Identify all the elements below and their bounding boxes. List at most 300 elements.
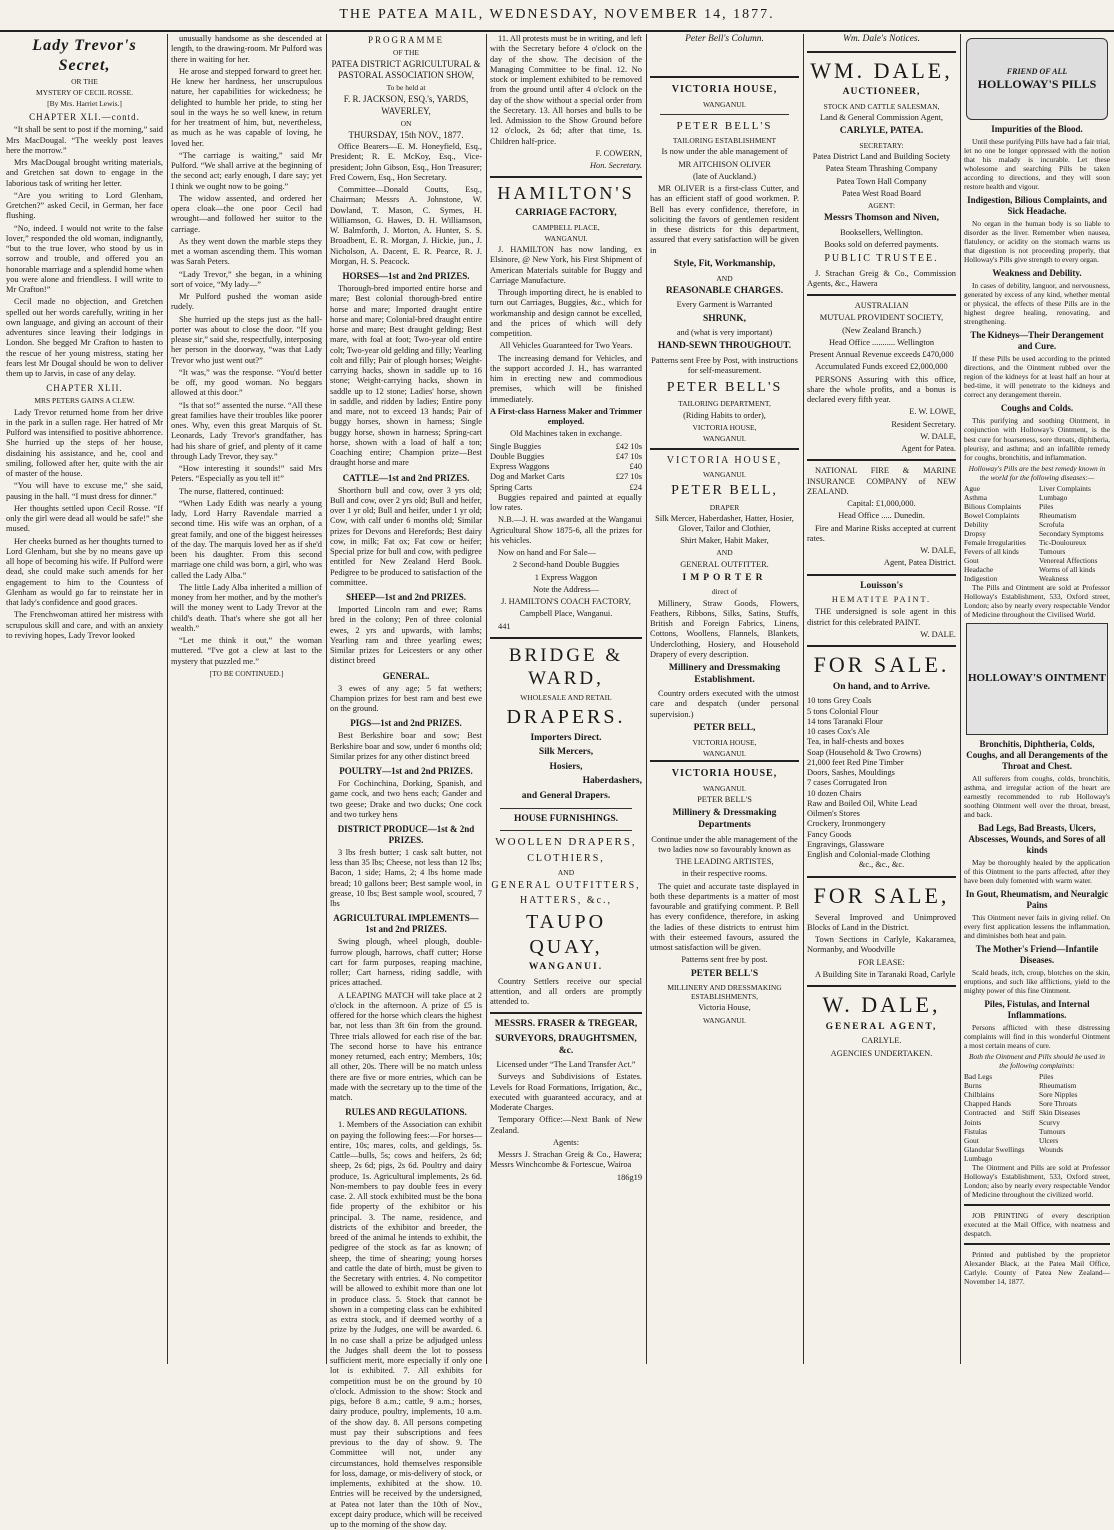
peter-bell-signature: PETER BELL, <box>693 722 756 733</box>
holloway-heading: Coughs and Colds. <box>1000 403 1074 414</box>
peter-bell-signature: PETER BELL'S <box>690 968 759 979</box>
for-sale-title: FOR SALE, <box>813 882 950 908</box>
millinery-establishment: Millinery and Dressmaking Establishment. <box>668 663 781 685</box>
paragraph: Country orders executed with the utmost care and despatch (under personal supervision.) <box>650 689 799 719</box>
paragraph: PERSONS Assuring with this office, share the whole profits, and a bonus is declared every fifth year. <box>807 374 956 404</box>
victoria-house-heading: VICTORIA HOUSE, <box>692 422 757 432</box>
paragraph: Several Improved and Unimproved Blocks of Land in the District. <box>807 912 956 932</box>
hamilton-place: CAMPBELL PLACE, <box>532 222 600 232</box>
divider <box>490 1012 642 1014</box>
bridge-ward-hosiers: Hosiers, <box>549 761 583 772</box>
complaint-item: Skin Diseases <box>1039 1108 1081 1118</box>
holloway-heading: Indigestion, Bilious Complaints, and Sick Headache. <box>967 195 1107 217</box>
programme-signature: F. COWERN, <box>595 148 642 158</box>
divider <box>807 574 956 576</box>
section-heading: HORSES—1st and 2nd PRIZES. <box>342 271 470 282</box>
programme-town: WAVERLEY, <box>381 106 431 117</box>
prize-list: 3 lbs fresh butter; 1 cask salt butter, not less than 35 lbs; Cheese, not less than 12 lbs; Bacon, 1 side; Hams, 2; 4 lbs home made bread; 10 gallons beer; Best sample wool, in grease, 10 lbs; Best sample wool, scoured, 7 lbs <box>330 847 482 909</box>
for-sale-list <box>807 696 956 860</box>
complaint-item: Piles <box>1039 1072 1054 1082</box>
divider <box>807 876 956 878</box>
paragraph: This Ointment never fails in giving relief. On every first application lessens the inflammation, and diminishes both heat and pain. <box>964 913 1110 941</box>
divider <box>964 1204 1110 1206</box>
dale-name: W. DALE, <box>822 992 941 1018</box>
for-sale-item: Doors, Sashes, Mouldings <box>807 768 895 778</box>
patterns-note: Patterns sent Free by Post, with instructions for self-measurement. <box>651 355 798 376</box>
divider <box>807 459 956 461</box>
manager-origin: (late of Auckland.) <box>692 171 757 181</box>
dale-name: WM. DALE, <box>810 57 953 83</box>
paragraph: “No, indeed. I would not write to the false lover,” responded the old woman, indignantly, “but to the true lover, who stood by us in sorrow and trouble, and offered you an honorable marriage and a splendid home when you were alone and friendless. I will write to Mr Crafton!” <box>6 223 163 295</box>
victoria-house-heading: Victoria House, <box>698 1003 751 1013</box>
disease-item: Bilious Complaints <box>964 501 1022 511</box>
amp-dale: W. DALE, <box>920 431 956 441</box>
dale-secretary: SECRETARY: <box>859 140 904 150</box>
disease-item: Lumbago <box>1039 492 1068 502</box>
bridge-ward-general: and General Drapers. <box>521 791 611 801</box>
holloway-world: Holloway's Pills are the best remedy known in the world for the following diseases:— <box>968 463 1106 482</box>
complaint-item: Sore Nipples <box>1039 1090 1078 1100</box>
disease-item: Debility <box>964 519 989 529</box>
programme-title: PROGRAMME <box>367 35 444 45</box>
paragraph: Scald heads, itch, croup, blotches on the skin, eruptions, and such like afflictions, yield to the mighty power of this fine Ointment. <box>964 968 1110 996</box>
disease-item: Dropsy <box>964 528 986 538</box>
louisson-title: Louisson's <box>860 580 903 591</box>
paragraph: Messrs J. Strachan Greig & Co., Hawera; Messrs Winchcombe & Fortescue, Wairoa <box>490 1150 642 1170</box>
paragraph: The quiet and accurate taste displayed in both these departments is a matter of most favourable and gratifying comment. P. Bell has every confidence, therefore, in asking the ladies of these districts to entrust him with their esteemed favours, assured the utmost satisfaction will be given. <box>650 881 799 953</box>
hamilton-town: WANGANUI. <box>544 233 588 243</box>
paragraph: The Frenchwoman attired her mistress with scrupulous skill and care, and with an anxiety to reviving hopes, Lady Trevor looked <box>6 610 163 640</box>
disease-item: Liver Complaints <box>1039 483 1091 493</box>
millinery-establishments: MILLINERY AND DRESSMAKING ESTABLISHMENTS, <box>667 983 782 1002</box>
price-value: £27 10s <box>615 472 642 482</box>
hand-sewn: HAND-SEWN THROUGHOUT. <box>657 341 792 352</box>
paragraph: No organ in the human body is so liable to disorder as the liver. Remember when nausea, flatulency, or acidity on the stomach warns us that digestion is not proceeding properly, that Holloway's Pills give strength to every organ. <box>964 219 1110 265</box>
paragraph: This purifying and soothing Ointment, in conjunction with Holloway's Ointment, is the best cure for hoarseness, sore throats, diphtheria, pleurisy, and asthma; and an infallible remedy for coughs, bronchitis, and inflammation. <box>964 416 1110 462</box>
bridge-ward-woollen: WOOLLEN DRAPERS, <box>495 836 637 849</box>
story-title: Lady Trevor's Secret, <box>32 37 137 74</box>
for-sale-item: 10 dozen Chairs <box>807 788 862 798</box>
holloway-heading: Weakness and Debility. <box>992 268 1082 279</box>
disease-item: Ague <box>964 483 981 493</box>
louisson-sub: HEMATITE PAINT. <box>831 595 932 605</box>
peter-bell-name: PETER BELL'S <box>666 380 783 396</box>
column-heading: Peter Bell's Column. <box>685 34 764 44</box>
price-item: Double Buggies <box>490 451 545 461</box>
importer-label: IMPORTER <box>682 572 767 583</box>
paragraph: Persons afflicted with these distressing complaints will find in this wonderful Ointment a most certain means of cure. <box>964 1023 1110 1051</box>
disease-item: Scrofula <box>1039 519 1065 529</box>
column-rule <box>486 34 487 1364</box>
paragraph: “It was,” was the response. “You'd better be off, my good woman. No beggars allowed at this door.” <box>171 367 322 398</box>
bridge-ward-outfitters: GENERAL OUTFITTERS, <box>491 879 641 891</box>
divider <box>807 51 956 53</box>
paragraph: Mr Pulford pushed the woman aside rudely. <box>171 292 322 312</box>
continued-note: [TO BE CONTINUED.] <box>209 668 284 678</box>
section-heading: DISTRICT PRODUCE—1st & 2nd PRIZES. <box>337 824 475 846</box>
for-sale-item: Crockery, Ironmongery <box>807 819 886 829</box>
holloway-heading: Impurities of the Blood. <box>991 124 1083 134</box>
for-sale-item: Engravings, Glassware <box>807 839 885 849</box>
programme-place: F. R. JACKSON, ESQ.'s, YARDS, <box>343 94 469 105</box>
fraser-title: MESSRS. FRASER & TREGEAR, <box>494 1019 638 1030</box>
paragraph: Now on hand and For Sale— <box>498 548 596 558</box>
garment-warranted: Every Garment is Warranted <box>676 300 773 310</box>
complaint-item: Rheumatism <box>1039 1081 1077 1091</box>
bridge-ward-town: WANGANUI. <box>528 962 604 973</box>
paragraph: J. Strachan Greig & Co., Commission Agents, &c., Hawera <box>807 268 956 288</box>
complaint-item: Chapped Hands <box>964 1099 1012 1109</box>
divider <box>807 645 956 647</box>
amp-title: MUTUAL PROVIDENT SOCIETY, <box>819 313 944 323</box>
for-sale-item: 21,000 feet Red Pine Timber <box>807 757 904 767</box>
price-item: Dog and Market Carts <box>490 472 565 482</box>
price-item: Spring Carts <box>490 482 533 492</box>
prize-list: 3 ewes of any age; 5 fat wethers; Champion prizes for best ram and best ewe on the ground. <box>330 683 482 714</box>
riding-habits: (Riding Habits to order), <box>683 410 766 420</box>
booksellers: Booksellers, Wellington. <box>840 227 923 237</box>
disease-item: Venereal Affections <box>1039 555 1098 565</box>
paragraph: If these Pills be used according to the printed directions, and the Ointment rubbed over the region of the kidneys for at least half an hour at bed-time, it will penetrate to the kidneys and correct any derangement therein. <box>964 354 1110 400</box>
dale-land: Land & General Commission Agent, <box>819 113 944 123</box>
for-sale-item: 10 cases Cox's Ale <box>807 727 870 737</box>
prize-list: Shorthorn bull and cow, over 3 yrs old; Bull and cow, over 2 yrs old; Bull and heifer, over 1 yr old; Bull and heifer, under 1 yr old; Cow, with calf under 6 months old; Similar prizes for Devons and Herefords; Best dairy cow, in milk; Fat ox; Fat cow or heifer; Special prize for bull and cow, with pedigree entitled for New Zealand Herd Book. Pedigree to be produced to satisfaction of the committee. <box>330 485 482 587</box>
for-sale-etc: &c., &c., &c. <box>858 860 905 870</box>
paragraph: As they went down the marble steps they met a woman ascending them. This woman was Sarah Peters. <box>171 236 322 267</box>
chapter-heading: CHAPTER XLII. <box>46 383 123 394</box>
complaint-item: Chilblains <box>964 1090 995 1100</box>
paragraph: “When Lady Edith was nearly a young lady, Lord Harry Ravendale married a second time. His wife was an orphan, of a great family, and one of the biggest heiresses of the day. The marquis loved her as if she'd been his daughter. From this second marriage one child was born, a girl, who was called the Lady Alba.” <box>171 498 322 580</box>
column-rule <box>960 34 961 1364</box>
millinery-departments: Millinery & Dressmaking Departments <box>672 808 777 830</box>
divider <box>807 985 956 987</box>
and-text: AND <box>716 548 733 558</box>
amp-dale-agent: Agent for Patea. <box>901 444 956 453</box>
diseases-list <box>964 484 1110 583</box>
paragraph: In cases of debility, languor, and nervousness, generated by excess of any kind, whether mental or physical, the effects of these Pills are in the highest degree healing, renovating, and strengthening. <box>964 281 1110 327</box>
complaint-item: Ulcers <box>1039 1135 1059 1145</box>
bridge-ward-clothiers: CLOTHIERS, <box>527 852 605 864</box>
association-name: PATEA DISTRICT AGRICULTURAL & PASTORAL ASSOCIATION SHOW, <box>331 59 481 81</box>
national-fire-office: Head Office ..... Dunedin. <box>838 511 925 521</box>
for-sale-item: Tea, in half-chests and boxes <box>807 737 904 747</box>
chapter-subheading: MRS PETERS GAINS A CLEW. <box>34 396 135 406</box>
paragraph: Mrs MacDougal brought writing materials, and Gretchen sat down to engage in the laborious task of writing her letter. <box>6 158 163 188</box>
section-heading: GENERAL. <box>382 670 430 681</box>
hamilton-subtitle: CARRIAGE FACTORY, <box>515 208 617 219</box>
leaping-match: A LEAPING MATCH will take place at 2 o'clock in the afternoon. A prize of £5 is offered for the horse which clears the highest bar, not less than 3ft 6in from the ground. Three trials allowed for each rise of the bar. The second horse to have his entrance money returned, each entry; Members, 10s; all other, 20s. There will be no match unless there are five or more entries, which can be made with the secretary up to the time of the match. <box>330 990 482 1103</box>
section-heading: AGRICULTURAL IMPLEMENTS—1st and 2nd PRIZES. <box>333 913 479 935</box>
price-row <box>490 483 642 493</box>
hamilton-price-list <box>490 442 642 493</box>
peter-bell-name: PETER BELL, <box>671 483 778 499</box>
divider <box>660 114 789 115</box>
complaint-item: Tumours <box>1039 1126 1066 1136</box>
victoria-house-town: WANGANUI. <box>702 470 747 480</box>
price-value: £47 10s <box>615 451 642 461</box>
story-subtitle: MYSTERY OF CECIL ROSSE. <box>36 88 133 98</box>
disease-item: Bowel Complaints <box>964 510 1020 520</box>
price-row <box>490 472 642 482</box>
column-rule <box>167 34 168 1364</box>
column-4-ads <box>490 34 642 1364</box>
amp-secretary-title: Resident Secretary. <box>891 419 956 429</box>
programme-of: OF THE <box>393 47 419 57</box>
paragraph: “How interesting it sounds!” said Mrs Peters. “Especially as you tell it!” <box>171 464 322 484</box>
thomson-niven: Messrs Thomson and Niven, <box>824 213 939 224</box>
hamilton-sale-item: 1 Express Waggon <box>534 572 598 582</box>
paragraph: Fire and Marine Risks accepted at current rates. <box>807 523 956 543</box>
ad-number: 186g19 <box>616 1172 642 1182</box>
story-author: [By Mrs. Harriet Lewis.] <box>47 99 122 109</box>
hamilton-address: Campbell Place, Wanganui. <box>519 609 613 619</box>
column-5-peter-bell <box>650 34 799 1364</box>
column-heading: Wm. Dale's Notices. <box>843 34 920 44</box>
manager-name: MR AITCHISON OLIVER <box>678 159 771 169</box>
fraser-sub: SURVEYORS, DRAUGHTSMEN, &c. <box>495 1033 637 1056</box>
bridge-ward-hatters: HATTERS, &c., <box>519 895 613 907</box>
complaint-item: Wounds <box>1039 1144 1064 1154</box>
paragraph: Millinery, Straw Goods, Flowers, Feathers, Ribbons, Silks, Satins, Stuffs, British and Foreign Fabrics, Linens, Cottons, Woollens, Flannels, Blankets, Underclothing, Hosiery, and Household Drapery of every description. <box>650 598 799 659</box>
complaint-item: Scurvy <box>1039 1117 1060 1127</box>
bridge-ward-quay: TAUPO QUAY, <box>525 911 607 958</box>
paragraph: “Is that so!” assented the nurse. “All these great families have their troubles like poorer ones. Why, even this great Marquis of St. Leonards, Lady Trevor's grandfather, has had his share of grief, and plenty of it came through Lady Trevor, they say.” <box>171 400 322 461</box>
victoria-house-heading: VICTORIA HOUSE, <box>692 737 757 747</box>
direct-of: direct of <box>711 587 738 597</box>
holloway-pills-illustration <box>966 38 1108 120</box>
office-bearers: Office Bearers—E. M. Honeyfield, Esq., President; R. E. McKoy, Esq., Vice-president; John Gibson, Esq., Hon Treasurer; Fred Cowern, Esq., Hon Secretary. <box>330 142 482 182</box>
complaints-list <box>964 1072 1110 1162</box>
amp-nz: (New Zealand Branch.) <box>842 325 921 335</box>
dale-general-agent: GENERAL AGENT, <box>825 1021 938 1032</box>
divider <box>964 1243 1110 1245</box>
secretary-item: Patea Town Hall Company <box>836 176 927 186</box>
amp-title: AUSTRALIAN <box>854 301 909 310</box>
story-or: OR THE <box>71 77 98 87</box>
disease-item: Tic-Douloureux <box>1039 537 1087 547</box>
paragraph: Cecil made no objection, and Gretchen spelled out her words carefully, writing in her own language, and giving an account of their adventures since leaving their lodgings in London. She begged Mr Crafton to hasten to the rescue of her young mistress, stating her fears lest Mr Dougal should be won to deliver them up to Jarvis, in case of any delay. <box>6 297 163 379</box>
section-heading: PIGS—1st and 2nd PRIZES. <box>350 718 462 729</box>
hamilton-harness: A First-class Harness Maker and Trimmer employed. <box>490 406 642 427</box>
divider <box>807 294 956 296</box>
style-fit: Style, Fit, Workmanship, <box>673 258 776 269</box>
paragraph: May be thoroughly healed by the application of this Ointment to the parts affected, after they have been duly fomented with warm water. <box>964 858 1110 886</box>
fraser-agents: Agents: <box>552 1137 580 1147</box>
peter-bell-name: PETER BELL'S <box>697 795 752 805</box>
prize-list: Imported Lincoln ram and ewe; Rams bred in the colony; Pen of three colonial ewes, 2 yrs and upwards, with lambs; Yearling ram and three yearling ewes; Similar prizes for Leicesters or any other distinct breed <box>330 605 482 666</box>
holloway-heading: Piles, Fistulas, and Internal Inflammations. <box>984 999 1090 1021</box>
paragraph: The nurse, flattered, continued: <box>179 486 284 496</box>
divider <box>500 830 632 831</box>
column-2-story <box>171 34 322 1364</box>
for-sale-item: 7 cases Corrugated Iron <box>807 778 887 788</box>
disease-item: Headache <box>964 564 994 574</box>
bridge-ward-silk: Silk Mercers, <box>538 747 594 758</box>
disease-item: Weakness <box>1039 573 1069 583</box>
paragraph: J. HAMILTON has now landing, ex Elsinore, @ New York, his First Shipment of American Materials suitable for Buggy and Carriage Manufacture. <box>490 245 642 285</box>
agencies-undertaken: AGENCIES UNDERTAKEN. <box>830 1048 933 1058</box>
paragraph: A Building Site in Taranaki Road, Carlyle <box>815 969 956 979</box>
for-sale-sub: On hand, and to Arrive. <box>832 681 931 692</box>
bridge-ward-title: BRIDGE & WARD, <box>508 644 624 689</box>
paragraph: The Ointment and Pills are sold at Professor Holloway's Establishment, 533, Oxford street, London; also by nearly every respectable Vendor of Medicine throughout the civilized world. <box>964 1162 1110 1199</box>
price-row <box>490 442 642 452</box>
hamilton-sale-item: 2 Second-hand Double Buggies <box>512 560 620 570</box>
for-sale-item: Soap (Household & Two Crowns) <box>807 747 922 757</box>
committee: Committee—Donald Coutts, Esq., Chairman; Messrs A. Johnstone, W. Dowland, T. Mason, C. Symes, H. Williamson, G. Hawes, D. H. Williamson, W. Balmforth, J. Morton, A. Hunter, S. S. Broadbent, E. R. Morgan, J. Hickie, jun., J. Nicholson, A. Dacent, E. R. Pearce, R. J. Morgan, H. S. Peacock. <box>330 185 482 266</box>
divider <box>500 808 632 809</box>
column-3-programme <box>330 34 482 1530</box>
victoria-house-town: WANGANUI. <box>702 99 747 109</box>
tailoring-establishment: TAILORING ESTABLISHMENT <box>672 136 777 146</box>
paragraph: Surveys and Subdivisions of Estates. Levels for Road Formations, Irrigation, &c., executed with guaranteed accuracy, and at Moderate Charges. <box>490 1072 642 1113</box>
paragraph: Her thoughts settled upon Cecil Rosse. “If only the girl were dead all would be safe!” she mused. <box>6 503 163 534</box>
secretary-item: Patea West Road Board <box>842 188 921 198</box>
bridge-ward-and: AND <box>557 867 575 877</box>
amp-office: Head Office ........... Wellington <box>828 337 935 347</box>
paragraph: The Pills and Ointment are sold at Professor Holloway's Establishment, 533, Oxford street, London; also by nearly every respectable Vendor of Medicine throughout the Civilised World. <box>964 583 1110 620</box>
paragraph: Continue under the able management of the two ladies now so favourably known as <box>651 834 798 854</box>
paragraph: “The carriage is waiting,” said Mr Pulford. “We shall arrive at the beginning of the second act; early enough, I dare say; yet I think we ought now to be going.” <box>171 150 322 191</box>
paragraph: Her cheeks burned as her thoughts turned to Lord Glenham, but she by no means gave up all hope of becoming his wife. If Pulford were dead, she could make such amends for her engagement to him to the Countess of Glenham as would go far to reinstate her in that lady's confidence and good graces. <box>6 536 163 608</box>
section-heading: CATTLE—1st and 2nd PRIZES. <box>342 472 470 483</box>
column-rule <box>803 34 804 1364</box>
disease-item: Worms of all kinds <box>1039 564 1096 574</box>
ointment-label: HOLLOWAY'S OINTMENT <box>967 672 1107 685</box>
job-printing: JOB PRINTING of every description executed at the Mail Office, with neatness and despatch. <box>964 1210 1110 1238</box>
complaint-item: Bad Legs <box>964 1072 993 1082</box>
peter-bell-name: PETER BELL'S <box>676 119 773 132</box>
paragraph: Lady Trevor returned home from her drive in the park in a sullen rage. Her hatred of Mr Pulford was intensified to positive abhorrence. She hurried up the steps of her house, disdaining his assistance, and he, cool and smiling, followed after her, quite with the air of master of the house. <box>6 407 163 479</box>
victoria-house-town: WANGANUI. <box>702 784 747 794</box>
paragraph: The little Lady Alba inherited a million of money from her mother, and by the mother's will the money went to Lady Trevor at the child's death. That's where she got all her wealth.” <box>171 582 322 633</box>
section-heading: RULES AND REGULATIONS. <box>345 1107 467 1118</box>
dale-town: CARLYLE, PATEA. <box>839 126 924 137</box>
column-rule <box>326 34 327 1364</box>
pills-banner: FRIEND OF ALL <box>1006 66 1068 76</box>
secretary-item: Patea Steam Thrashing Company <box>825 164 938 174</box>
respective-rooms: in their respective rooms. <box>681 869 768 879</box>
reasonable-charges: REASONABLE CHARGES. <box>665 285 784 296</box>
for-sale-item: English and Colonial-made Clothing <box>807 850 931 860</box>
paragraph: “Let me think it out,” the woman muttered. “I've got a clew at last to the mystery that puzzled me.” <box>171 636 322 666</box>
holloway-heading: Bronchitis, Diphtheria, Colds, Coughs, and all Derangements of the Throat and Chest. <box>966 739 1108 772</box>
victoria-house-heading: VICTORIA HOUSE, <box>650 76 799 96</box>
bridge-ward-importers: Importers Direct. <box>530 732 602 743</box>
programme-on: ON <box>400 119 412 129</box>
disease-item: Secondary Symptoms <box>1039 528 1104 538</box>
holloway-ointment-illustration <box>966 623 1108 735</box>
paragraph: Country Settlers receive our special attention, and all orders are promptly attended to. <box>490 976 642 1007</box>
paragraph: She hurried up the steps just as the hall-porter was about to close the door. “If you please sir,” said she, respectfully, interposing her person in the doorway, “was that Lady Trevor who just went out?” <box>171 314 322 365</box>
paragraph: The widow assented, and ordered her opera cloak—the one poor Cecil had wrought—and followed her suitor to the carriage. <box>171 193 322 234</box>
secretary-item: Patea District Land and Building Society <box>812 152 951 162</box>
trades-list: Silk Mercer, Haberdasher, Hatter, Hosier, Glover, Tailor and Clothier, <box>655 513 794 533</box>
complaint-item: Lumbago <box>964 1153 993 1163</box>
hamilton-address: J. HAMILTON'S COACH FACTORY, <box>501 597 631 607</box>
victoria-house-town: WANGANUI. <box>702 1015 747 1025</box>
prize-list: Thorough-bred imported entire horse and mare; Best colonial thorough-bred entire horse and mare; Imported draught entire horse and mare; Colonial-bred draught entire horse and mare; Best draught gelding; Best mare, with foal at foot; Two-year old entire colt; Two-year old gelding and filly; Yearling colt and filly; Pair of plough horses; Weight-carrying hacks, shown in saddle up to 16 stone; Weight-carrying hacks, shown in saddle up to 12 stone; Ladies' horse, shown in saddle, and ridden by ladies; Entire pony and mare, not to exceed 13 hands; Pair of buggy horses, shown in harness; Single buggy horse, shown in harness; Spring-cart horse, shown with a load of half a ton; Coaching entire; Champion prize—Best draught horse and mare <box>330 284 482 468</box>
holloway-heading: In Gout, Rheumatism, and Neuralgic Pains <box>965 889 1109 911</box>
prize-list: Best Berkshire boar and sow; Best Berkshire boar and sow, under 6 months old; Similar prizes for any other distinct breed <box>330 731 482 761</box>
for-sale-item: 14 tons Taranaki Flour <box>807 716 883 726</box>
rules-continued: 11. All protests must be in writing, and left with the Secretary before 4 o'clock on the day of the show. The decision of the Managing Committee to be final. 12. No stock or implement exhibited to be removed from the ground until after 4 o'clock on the day of the show without a special order from the Secretary. 13. All horses and bulls to be led. Admission to the Show Ground before 12 o'clock, 2s 6d; after that time, 1s. Children half-price. <box>490 34 642 146</box>
national-fire-capital: Capital: £1,000,000. <box>847 499 916 508</box>
holloway-heading: The Mother's Friend—Infantile Diseases. <box>975 944 1099 966</box>
paragraph: “Are you writing to Lord Glenham, Gretchen?” asked Cecil, in German, her face flushing. <box>6 190 163 221</box>
paragraph: He arose and stepped forward to greet her. He knew her hardness, her unscrupulous nature, her capabilities for wickedness; he delighted to humble her pride, to sting her soul in the ways he so well knew, in return for her treatment of him, but, nevertheless, as much as he was capable of loving, he loved her. <box>171 66 322 148</box>
dale-stock: STOCK AND CATTLE SALESMAN, <box>823 101 940 111</box>
hamilton-note: Note the Address— <box>532 584 600 594</box>
complaint-item: Contracted and Stiff Joints <box>964 1108 1035 1127</box>
divider <box>490 637 642 639</box>
column-6-dale <box>807 34 956 1364</box>
for-sale-item: 10 tons Grey Coals <box>807 696 872 706</box>
column-7-holloway <box>964 34 1110 1364</box>
bridge-ward-house: HOUSE FURNISHINGS. <box>514 813 618 824</box>
disease-item: Gout <box>964 555 979 565</box>
column-1-story <box>6 34 163 1364</box>
section-heading: SHEEP—1st and 2nd PRIZES. <box>345 592 467 603</box>
price-item: Express Waggons <box>490 462 550 472</box>
paragraph: Until these purifying Pills have had a fair trial, let no one be longer oppressed with the notion that his malady is incurable. Let these wholesome and searching Pills be taken according to directions, and they will soon restore health and vigour. <box>964 136 1110 192</box>
paragraph: Town Sections in Carlyle, Kakaramea, Normanby, and Woodville <box>807 935 956 955</box>
paragraph: MR OLIVER is a first-class Cutter, and has an efficient staff of good workmen. P. Bell has every confidence, therefore, in soliciting the favors of gentlemen resident in these districts for this department, assured that every satisfaction will be given in <box>650 184 799 255</box>
price-row <box>490 462 642 472</box>
chapter-heading: CHAPTER XLI.—contd. <box>29 112 140 123</box>
hamilton-old: Old Machines taken in exchange. <box>510 429 622 439</box>
complaint-item: Glandular Swellings <box>964 1144 1025 1154</box>
for-sale-item: Raw and Boiled Oil, White Lead <box>807 798 918 808</box>
tailoring-department: TAILORING DEPARTMENT, <box>678 399 771 409</box>
paragraph: All sufferers from coughs, colds, bronchitis, asthma, and irregular action of the heart are earnestly recommended to rub Holloway's soothing Ointment well over the throat, breast, and back. <box>964 774 1110 820</box>
paragraph: unusually handsome as she descended at length, to the drawing-room. Mr Pulford was there in waiting for her. <box>171 34 322 64</box>
programme-signature-title: Hon. Secretary. <box>589 161 642 170</box>
holloway-heading: Bad Legs, Bad Breasts, Ulcers, Abscesses, Wounds, and Sores of all kinds <box>968 823 1106 856</box>
rules-text: 1. Members of the Association can exhibit on paying the following fees:—For horses—entire, 10s; mares, colts, and geldings, 5s. Cattle—bulls, 5s; cows and heifers, 2s 6d; sheep, 2s 6d; pigs, 2s 6d. Poultry and dairy produce, 1s. Agricultural implements, 2s 6d. Non-members to pay double fees in every case. 2. All stock exhibited must be the bona fide property of the exhibitor or his principal. 3. The name, residence, and districts of the exhibitor and breeder, the breed of the animal he intends to exhibit, the pedigree of the stock as far as known; of sheep, the time of shearing; young horses and cattle the date of birth, must be given to the Secretary with entries. 4. No competitor will be allowed to exhibit more than one lot in produce class. 5. Stock that cannot be shown in a competing class can be exhibited as extra stock, and if deemed worthy of a prize by the Judges, one will be awarded. 6. In no case shall a prize be adjudged unless the Judges shall deem the lot to possess sufficient merit, more especially if only one lot is exhibited. 7. All exhibits for competition must be on the ground by 10 o'clock. Admission to the show: Stock and pigs, before 8 a.m.; cattle, 9 a.m.; horses, dairy produce, poultry, implements, 10 a.m. of the show day. 8. All persons competing must pay their subscriptions and fees previous to the day of show. 9. The Committee will not, under any circumstances, hold themselves responsible for loss, damage, or mis-delivery of stock, or implements, exhibited at the show. 10. Entries will be received by the undersigned, at Patea not later than the 10th of Nov., except dairy produce, which will be received up to the morning of the show day. <box>330 1120 482 1530</box>
nf-dale: W. DALE, <box>920 546 956 555</box>
paragraph: Is now under the able management of <box>661 147 788 157</box>
national-fire-title: NATIONAL FIRE & MARINE INSURANCE COMPANY of NEW ZEALAND. <box>807 466 956 496</box>
and-text: AND <box>716 273 733 283</box>
price-value: £40 <box>629 462 642 472</box>
draper-label: DRAPER <box>709 502 740 512</box>
ad-number: 441 <box>498 621 511 631</box>
divider <box>650 448 799 450</box>
masthead: THE PATEA MAIL, WEDNESDAY, NOVEMBER 14, 1877. <box>0 0 1114 32</box>
disease-item: Piles <box>1039 501 1054 511</box>
for-sale-item: Fancy Goods <box>807 829 852 839</box>
louisson-dale: W. DALE. <box>920 629 956 639</box>
pills-label: HOLLOWAY'S PILLS <box>977 76 1097 91</box>
public-trustee: PUBLIC TRUSTEE. <box>824 253 939 265</box>
hamilton-guarantee: All Vehicles Guaranteed for Two Years. <box>499 341 633 351</box>
paragraph: The increasing demand for Vehicles, and the support accorded J. H., has warranted him in erecting new and commodious premises, which will be finished immediately. <box>490 353 642 404</box>
shrunk: SHRUNK, <box>702 313 747 324</box>
disease-item: Fevers of all kinds <box>964 546 1019 556</box>
price-row <box>490 452 642 462</box>
bridge-ward-sub: WHOLESALE AND RETAIL <box>520 693 612 703</box>
disease-item: Female Irregularities <box>964 537 1026 547</box>
important-note: and (what is very important) <box>676 328 773 338</box>
prize-list: For Cochinchina, Dorking, Spanish, and game cock, and two hens each; Gander and two geese; Drake and two ducks; One cock and two turkey hens <box>330 779 482 819</box>
victoria-house-heading: VICTORIA HOUSE, <box>650 760 799 780</box>
victoria-house-town: WANGANUI. <box>702 434 747 444</box>
paragraph: Buggies repaired and painted at equally low rates. <box>490 492 642 513</box>
divider <box>490 176 642 178</box>
victoria-house-town: WANGANUI. <box>702 748 747 758</box>
disease-item: Indigestion <box>964 573 998 583</box>
